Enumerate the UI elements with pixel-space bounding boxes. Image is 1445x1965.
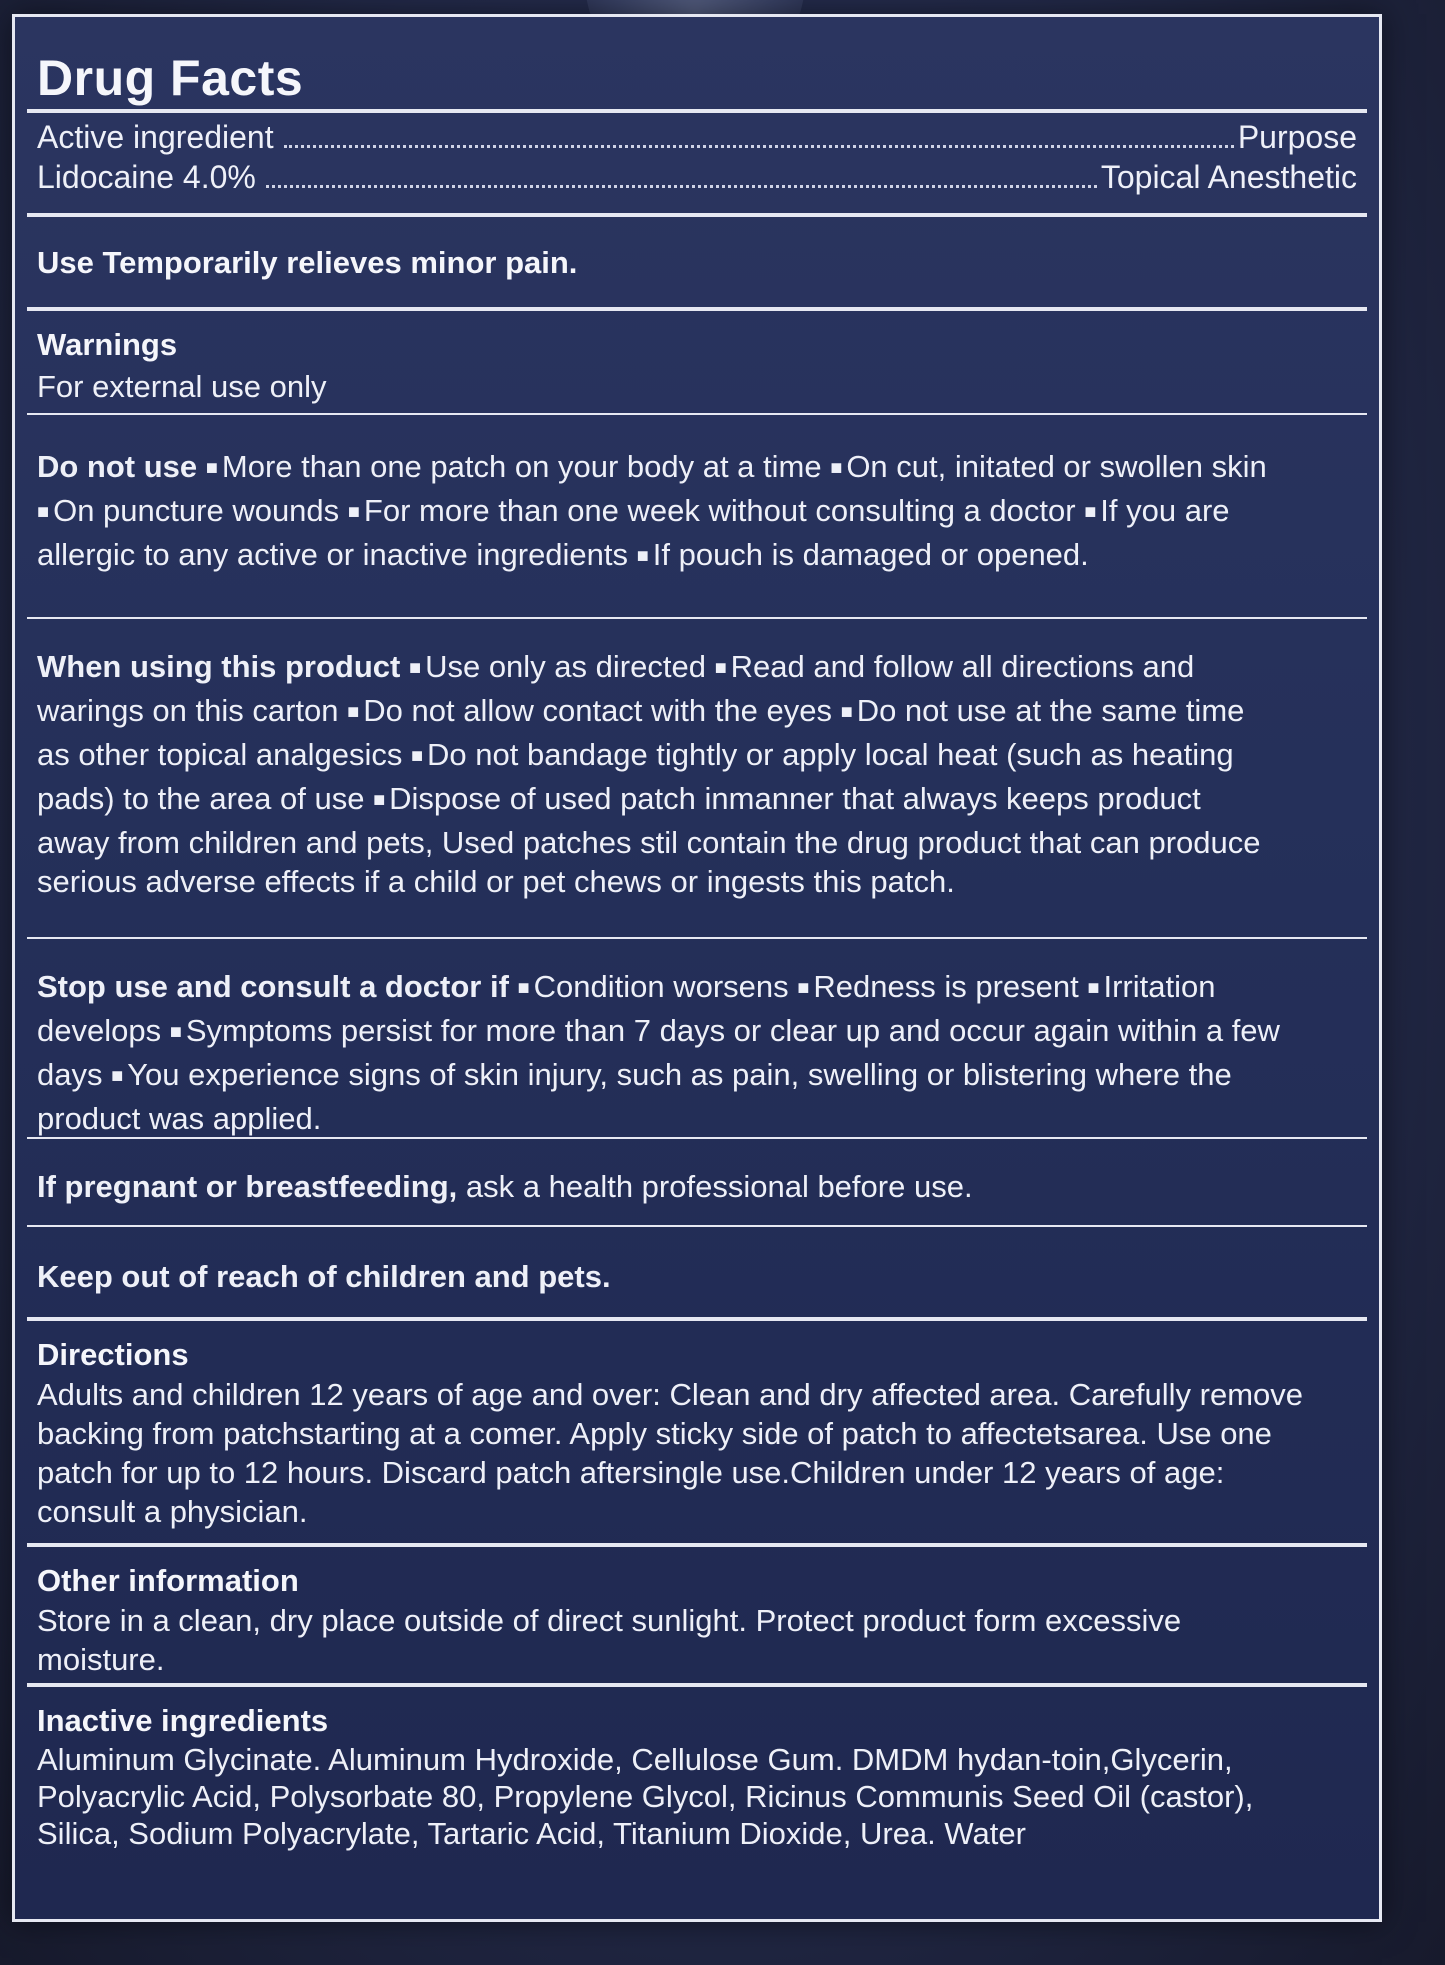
do-not-use-item: ■ If you are allergic to any active or inactive ingredients xyxy=(37,493,1230,572)
dot-leader xyxy=(266,185,1097,188)
purpose-heading: Purpose xyxy=(1237,119,1357,155)
use-divider xyxy=(27,307,1367,311)
directions-divider xyxy=(27,1543,1367,1547)
stop-use-item: ■ Redness is present xyxy=(797,969,1078,1004)
other-info-heading: Other information xyxy=(37,1563,299,1598)
keep-out-text: Keep out of reach of children and pets. xyxy=(37,1259,611,1294)
warnings-section xyxy=(37,327,1357,406)
active-ingredient-heading: Active ingredient xyxy=(37,119,274,155)
do-not-use-item: ■ For more than one week without consulting a doctor xyxy=(348,493,1076,528)
directions-heading: Directions xyxy=(37,1337,189,1372)
inactive-heading: Inactive ingredients xyxy=(37,1703,329,1738)
when-using-item: ■ Dispose of used patch inmanner that always keeps product away from children and pets, Used patches stil contain the drug product that can produce serious adverse effects if a child or pet chews or ingests this patch. xyxy=(37,781,1261,899)
stop-use-item: ■ Irritation develops xyxy=(37,969,1215,1048)
when-using-item: ■ Use only as directed xyxy=(409,649,706,684)
keep-out-section xyxy=(37,1257,1357,1296)
title-divider xyxy=(27,109,1367,113)
do-not-use-item: ■ More than one patch on your body at a time xyxy=(206,449,822,484)
when-using-divider xyxy=(27,937,1367,939)
active-ingredient-name: Lidocaine 4.0% xyxy=(37,159,256,195)
use-text: Use Temporarily relieves minor pain. xyxy=(37,245,578,280)
when-using-heading: When using this product xyxy=(37,649,401,684)
active-ingredient-row xyxy=(37,157,1357,197)
purpose-value: Topical Anesthetic xyxy=(1100,159,1357,195)
title-section xyxy=(37,49,1357,107)
active-heading-row xyxy=(37,117,1357,157)
other-info-divider xyxy=(27,1683,1367,1687)
directions-text: Adults and children 12 years of age and over: Clean and dry affected area. Carefully remove backing from patchstarting at a comer. Apply sticky side of patch to affectetsarea. Use one patch for up to 12 hours. Discard patch aftersingle use.Children under 12 years of age: consult a physician. xyxy=(37,1377,1304,1529)
pregnant-divider xyxy=(27,1225,1367,1227)
active-divider xyxy=(27,213,1367,217)
do-not-use-item: ■ On puncture wounds xyxy=(37,493,339,528)
when-using-item: ■ Do not allow contact with the eyes xyxy=(347,693,832,728)
other-info-section xyxy=(37,1563,1299,1679)
do-not-use-divider xyxy=(27,617,1367,619)
pregnant-heading: If pregnant or breastfeeding, xyxy=(37,1169,458,1204)
directions-section xyxy=(37,1337,1319,1531)
do-not-use-item: ■ If pouch is damaged or opened. xyxy=(637,537,1089,572)
warnings-text: For external use only xyxy=(37,369,327,404)
do-not-use-item: ■ On cut, initated or swollen skin xyxy=(830,449,1267,484)
drug-facts-title: Drug Facts xyxy=(37,50,304,106)
pregnant-section xyxy=(37,1167,1357,1206)
when-using-item: ■ Read and follow all directions and warings on this carton xyxy=(37,649,1194,728)
inactive-text: Aluminum Glycinate. Aluminum Hydroxide, Cellulose Gum. DMDM hydan-toin,Glycerin, Polyacrylic Acid, Polysorbate 80, Propylene Glycol, Ricinus Communis Seed Oil (castor), Silica, Sodium Polyacrylate, Tartaric Acid, Titanium Dioxide, Urea. Water xyxy=(37,1742,1254,1851)
dot-leader xyxy=(284,145,1234,148)
keep-out-divider xyxy=(27,1317,1367,1321)
when-using-item: ■ Do not use at the same time as other topical analgesics xyxy=(37,693,1244,772)
when-using-item: ■ Do not bandage tightly or apply local heat (such as heating pads) to the area of use xyxy=(37,737,1234,816)
other-info-text: Store in a clean, dry place outside of direct sunlight. Protect product form excessive moisture. xyxy=(37,1603,1182,1677)
warnings-heading: Warnings xyxy=(37,327,178,362)
stop-use-item: ■ You experience signs of skin injury, such as pain, swelling or blistering where the product was applied. xyxy=(37,1057,1232,1136)
stop-use-heading: Stop use and consult a doctor if xyxy=(37,969,509,1004)
pregnant-text: ask a health professional before use. xyxy=(457,1169,973,1204)
inactive-section xyxy=(37,1703,1319,1852)
use-section xyxy=(37,245,1357,281)
drug-facts-panel xyxy=(12,14,1382,1922)
warnings-divider xyxy=(27,413,1367,415)
do-not-use-section xyxy=(37,447,1299,579)
stop-use-divider xyxy=(27,1137,1367,1139)
stop-use-section xyxy=(37,967,1309,1138)
stop-use-item: ■ Condition worsens xyxy=(518,969,789,1004)
stop-use-item: ■ Symptoms persist for more than 7 days or clear up and occur again within a few days xyxy=(37,1013,1280,1092)
active-ingredient-section xyxy=(37,117,1357,197)
do-not-use-heading: Do not use xyxy=(37,449,198,484)
when-using-section xyxy=(37,647,1279,901)
